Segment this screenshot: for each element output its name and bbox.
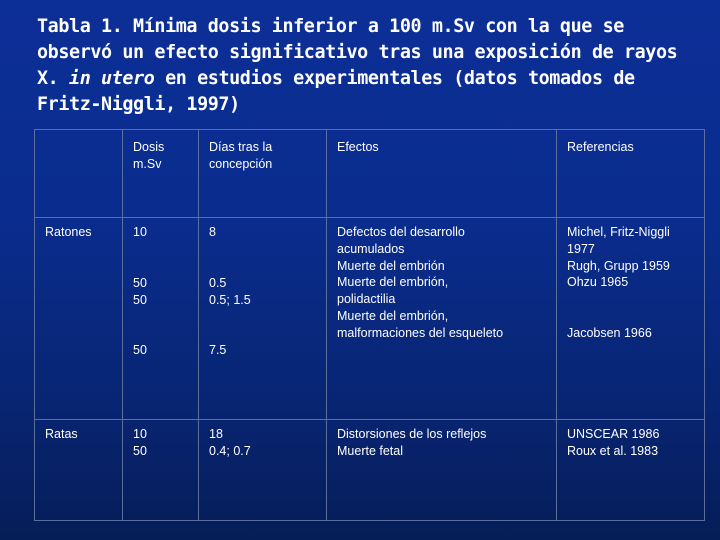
data-table-wrapper (34, 129, 704, 521)
effects-ratones: Defectos del desarrollo acumulados Muerte del embrión Muerte del embrión, polidactilia Muerte del embrión, malformaciones del esqueleto (327, 218, 557, 420)
slide-title (37, 14, 697, 118)
header-days: Días tras la concepción (199, 130, 327, 218)
header-species (35, 130, 123, 218)
days-ratones: 8 0.5 0.5; 1.5 7.5 (199, 218, 327, 420)
data-table (34, 129, 705, 521)
refs-ratas: UNSCEAR 1986 Roux et al. 1983 (557, 420, 705, 521)
title-text-end: en estudios experimentales (datos tomados de Fritz-Niggli, 1997) (37, 68, 635, 115)
table-header-row (35, 130, 705, 218)
dose-ratones: 10 50 50 50 (123, 218, 199, 420)
species-ratones: Ratones (35, 218, 123, 420)
days-ratas: 18 0.4; 0.7 (199, 420, 327, 521)
refs-ratones: Michel, Fritz-Niggli 1977 Rugh, Grupp 1959 Ohzu 1965 Jacobsen 1966 (557, 218, 705, 420)
header-effects: Efectos (327, 130, 557, 218)
species-ratas: Ratas (35, 420, 123, 521)
title-italic-text: in utero (69, 68, 155, 89)
dose-ratas: 10 50 (123, 420, 199, 521)
table-row-ratones (35, 218, 705, 420)
header-dose: Dosis m.Sv (123, 130, 199, 218)
effects-ratas: Distorsiones de los reflejos Muerte fetal (327, 420, 557, 521)
header-refs: Referencias (557, 130, 705, 218)
table-row-ratas (35, 420, 705, 521)
title-text: Tabla 1. Mínima dosis inferior a 100 m.Sv con la que se observó un efecto significativo tras una exposición de rayos X. (37, 16, 678, 89)
